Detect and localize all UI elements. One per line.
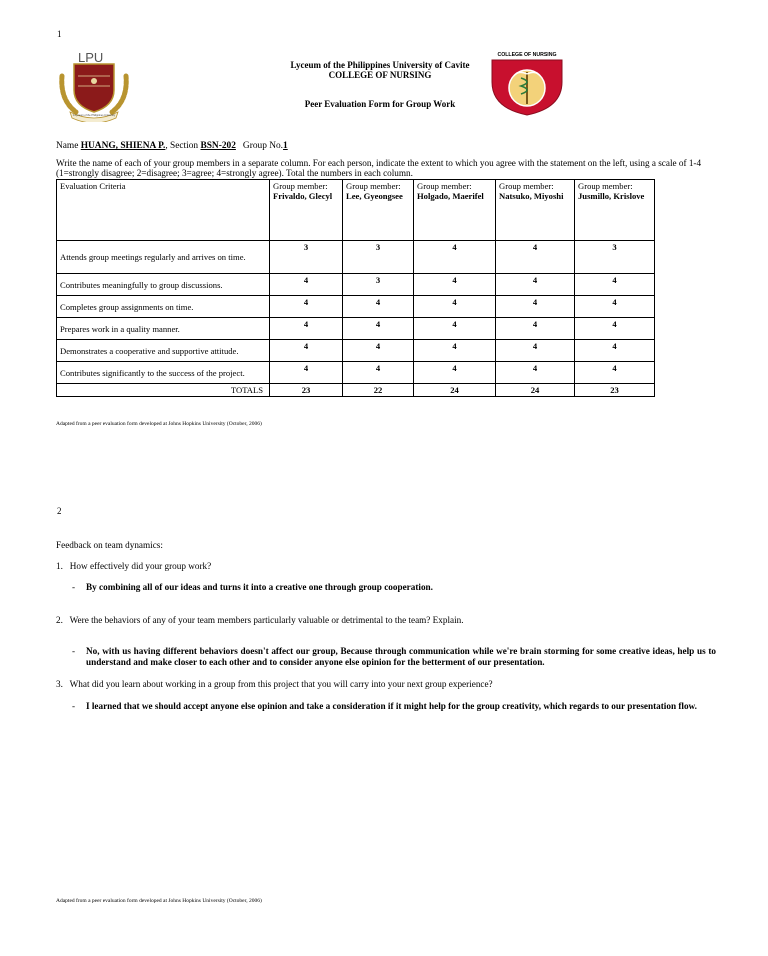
name-value: HUANG, SHIENA P. <box>80 141 166 151</box>
answer-text: I learned that we should accept anyone else opinion and take a consideration if it might help for the group creativity, which regards to our presentation flow. <box>86 701 697 711</box>
nursing-logo <box>488 52 566 116</box>
form-title: Peer Evaluation Form for Group Work <box>304 99 456 109</box>
score-cell: 4 <box>575 340 655 362</box>
page-number: 1 <box>57 29 62 39</box>
table-row <box>57 340 655 362</box>
university-name: Lyceum of the Philippines University of Cavite <box>290 60 470 70</box>
score-cell: 4 <box>343 340 414 362</box>
score-cell: 4 <box>414 241 496 274</box>
question-text: What did you learn about working in a group from this project that you will carry into your next group experience? <box>69 679 493 689</box>
score-cell: 3 <box>575 241 655 274</box>
lpu-logo-ribbon-text: A Lyceum of the Philippines University <box>72 114 116 117</box>
criterion-cell: Contributes meaningfully to group discussions. <box>57 274 270 296</box>
score-cell: 4 <box>496 318 575 340</box>
question-number: 1. <box>56 561 63 571</box>
score-cell: 4 <box>414 340 496 362</box>
name-label: Name <box>56 141 79 151</box>
score-cell: 4 <box>270 340 343 362</box>
member-name: Natsuko, Miyoshi <box>499 191 564 201</box>
score-cell: 4 <box>496 362 575 384</box>
score-cell: 4 <box>270 296 343 318</box>
footnote: Adapted from a peer evaluation form developed at Johns Hopkins University (October, 2006) <box>56 421 262 427</box>
member-header <box>575 180 655 241</box>
group-value: 1 <box>283 141 288 151</box>
group-label: Group No. <box>242 141 284 151</box>
table-row <box>57 274 655 296</box>
page-number: 2 <box>57 506 62 516</box>
question-2 <box>56 615 464 625</box>
table-row <box>57 318 655 340</box>
score-cell: 3 <box>343 241 414 274</box>
score-cell: 4 <box>270 318 343 340</box>
score-cell: 3 <box>270 241 343 274</box>
score-cell: 4 <box>575 296 655 318</box>
member-header <box>270 180 343 241</box>
score-cell: 4 <box>414 274 496 296</box>
answer-text: By combining all of our ideas and turns it into a creative one through group cooperation. <box>86 582 433 592</box>
score-cell: 4 <box>270 362 343 384</box>
question-number: 3. <box>56 679 63 689</box>
totals-row <box>57 384 655 397</box>
table-header-row <box>57 180 655 241</box>
member-name: Holgado, Maerifel <box>417 191 484 201</box>
answer-dash: - <box>72 646 76 656</box>
score-cell: 4 <box>575 362 655 384</box>
criterion-cell: Completes group assignments on time. <box>57 296 270 318</box>
member-header <box>343 180 414 241</box>
criterion-cell: Attends group meetings regularly and arrives on time. <box>57 241 270 274</box>
criteria-header: Evaluation Criteria <box>57 180 270 241</box>
question-text: Were the behaviors of any of your team members particularly valuable or detrimental to the team? Explain. <box>69 615 464 625</box>
totals-label: TOTALS <box>57 384 270 397</box>
total-cell: 24 <box>496 384 575 397</box>
score-cell: 4 <box>414 296 496 318</box>
criterion-cell: Contributes significantly to the success of the project. <box>57 362 270 384</box>
instructions: Write the name of each of your group members in a separate column. For each person, indicate the extent to which you agree with the statement on the left, using a scale of 1-4 (1=strongly disagree; 2=disagree; 3=agree; 4=strongly agree). Total the numbers in each column. <box>56 158 702 178</box>
score-cell: 4 <box>496 274 575 296</box>
member-label: Group member: <box>499 181 554 191</box>
member-label: Group member: <box>417 181 472 191</box>
nursing-logo-banner: COLLEGE OF NURSING <box>497 52 557 58</box>
question-text: How effectively did your group work? <box>69 561 212 571</box>
total-cell: 23 <box>270 384 343 397</box>
score-cell: 4 <box>343 296 414 318</box>
section-value: BSN-202 <box>200 141 236 151</box>
member-label: Group member: <box>273 181 328 191</box>
total-cell: 23 <box>575 384 655 397</box>
question-1 <box>56 561 211 571</box>
answer-1 <box>72 582 716 593</box>
score-cell: 4 <box>575 274 655 296</box>
score-cell: 4 <box>414 362 496 384</box>
college-name: COLLEGE OF NURSING <box>328 70 432 80</box>
table-row <box>57 241 655 274</box>
name-line: Name HUANG, SHIENA P., Section BSN-202 Group No.1 <box>56 141 288 151</box>
answer-text: No, with us having different behaviors doesn't affect our group, Because through communication while we're brain storming for some creative ideas, help us to understand and make closer to each other and to consider anyone else opinion for the betterment of our presentation. <box>86 646 716 667</box>
member-header <box>414 180 496 241</box>
score-cell: 3 <box>343 274 414 296</box>
table-row <box>57 296 655 318</box>
member-name: Frivaldo, Glecyl <box>273 191 333 201</box>
member-name: Lee, Gyeongsee <box>346 191 403 201</box>
criterion-cell: Prepares work in a quality manner. <box>57 318 270 340</box>
score-cell: 4 <box>343 318 414 340</box>
section-label: Section <box>170 141 199 151</box>
question-number: 2. <box>56 615 63 625</box>
answer-2 <box>72 646 716 668</box>
score-cell: 4 <box>414 318 496 340</box>
score-cell: 4 <box>496 296 575 318</box>
answer-dash: - <box>72 582 76 592</box>
total-cell: 22 <box>343 384 414 397</box>
feedback-heading: Feedback on team dynamics: <box>56 540 163 550</box>
criterion-cell: Demonstrates a cooperative and supportive attitude. <box>57 340 270 362</box>
member-name: Jusmillo, Krislove <box>578 191 645 201</box>
score-cell: 4 <box>575 318 655 340</box>
table-row <box>57 362 655 384</box>
lpu-logo-abbrev: LPU <box>78 50 104 65</box>
member-label: Group member: <box>578 181 633 191</box>
evaluation-table <box>56 179 655 397</box>
answer-3 <box>72 701 716 712</box>
member-label: Group member: <box>346 181 401 191</box>
member-header <box>496 180 575 241</box>
score-cell: 4 <box>496 241 575 274</box>
answer-dash: - <box>72 701 76 711</box>
total-cell: 24 <box>414 384 496 397</box>
lpu-logo <box>56 50 132 122</box>
footnote: Adapted from a peer evaluation form developed at Johns Hopkins University (October, 2006) <box>56 898 262 904</box>
score-cell: 4 <box>343 362 414 384</box>
score-cell: 4 <box>270 274 343 296</box>
question-3 <box>56 679 493 689</box>
score-cell: 4 <box>496 340 575 362</box>
